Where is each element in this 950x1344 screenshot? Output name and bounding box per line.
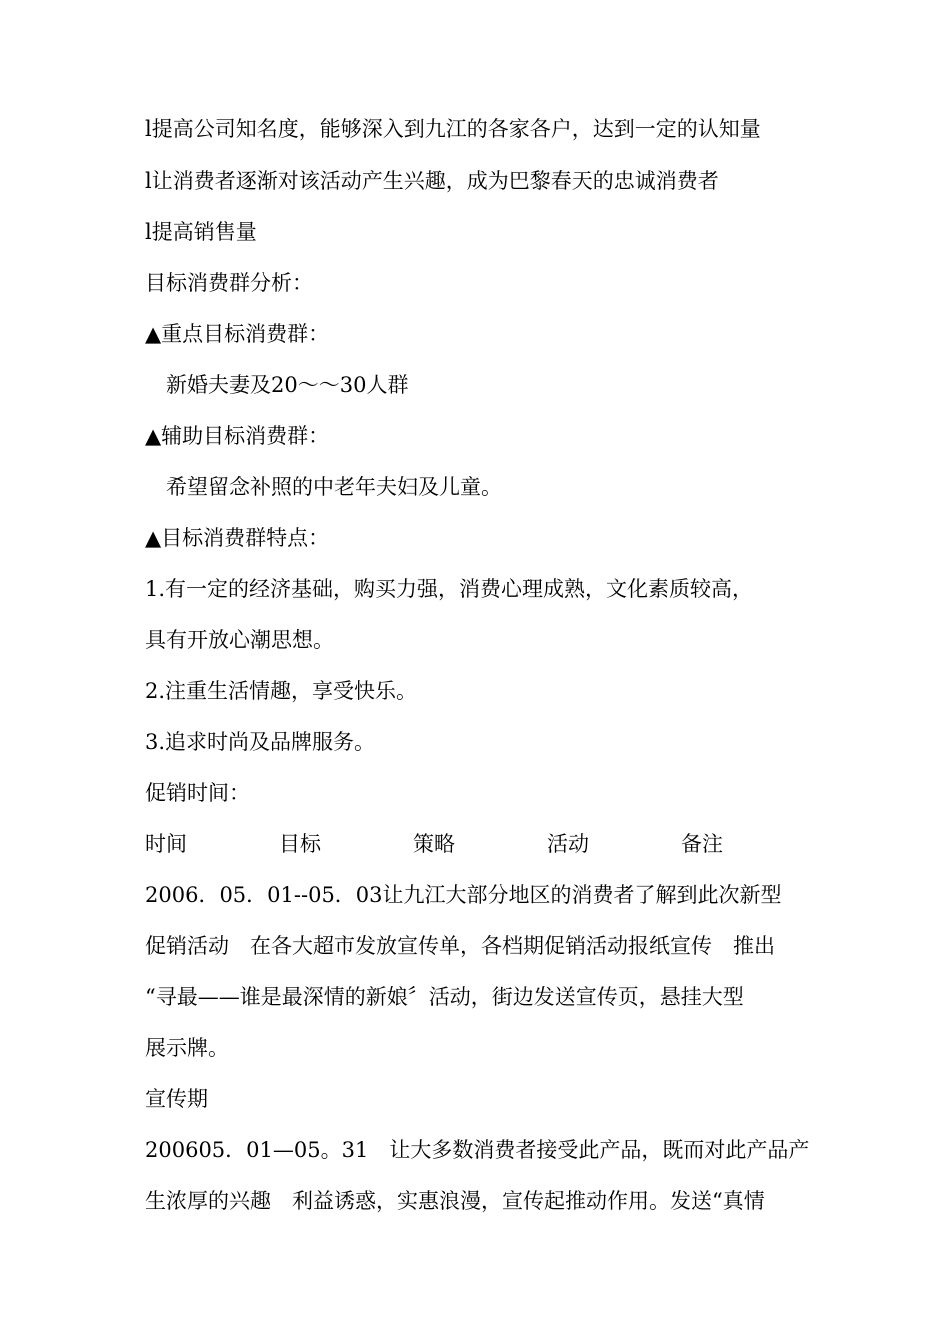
bullet-heading: ▲目标消费群特点： — [145, 526, 330, 550]
text-line: 200605．01—05。31 让大多数消费者接受此产品，既而对此产品产 — [145, 1138, 810, 1162]
bullet-heading: ▲重点目标消费群： — [145, 322, 330, 346]
text-line: “寻最——谁是最深情的新娘〞活动，街边发送宣传页，悬挂大型 — [145, 985, 744, 1009]
text-line: l提高公司知名度，能够深入到九江的各家各户，达到一定的认知量 — [145, 117, 761, 141]
text-line: 生浓厚的兴趣 利益诱惑，实惠浪漫，宣传起推动作用。发送“真情 — [145, 1189, 765, 1213]
text-line: 希望留念补照的中老年夫妇及儿童。 — [166, 475, 502, 499]
section-heading: 促销时间： — [145, 781, 250, 805]
text-line: 新婚夫妻及20～～30人群 — [166, 373, 409, 397]
text-line: 宣传期 — [145, 1087, 208, 1111]
header-remark: 备注 — [681, 832, 723, 856]
text-line: l让消费者逐渐对该活动产生兴趣，成为巴黎春天的忠诚消费者 — [145, 169, 719, 193]
text-line: 2006．05．01--05．03让九江大部分地区的消费者了解到此次新型 — [145, 883, 782, 907]
list-item-continued: 具有开放心潮思想。 — [145, 628, 334, 652]
header-strategy: 策略 — [413, 832, 455, 856]
text-line: l提高销售量 — [145, 220, 257, 244]
header-goal: 目标 — [279, 832, 321, 856]
text-line: 促销活动 在各大超市发放宣传单，各档期促销活动报纸宣传 推出 — [145, 934, 775, 958]
header-activity: 活动 — [547, 832, 589, 856]
list-item: 1.有一定的经济基础，购买力强，消费心理成熟，文化素质较高， — [145, 577, 754, 601]
bullet-heading: ▲辅助目标消费群： — [145, 424, 330, 448]
text-line: 展示牌。 — [145, 1036, 229, 1060]
header-time: 时间 — [145, 832, 187, 856]
section-heading: 目标消费群分析： — [145, 271, 313, 295]
list-item: 2.注重生活情趣，享受快乐。 — [145, 679, 418, 703]
list-item: 3.追求时尚及品牌服务。 — [145, 730, 376, 754]
